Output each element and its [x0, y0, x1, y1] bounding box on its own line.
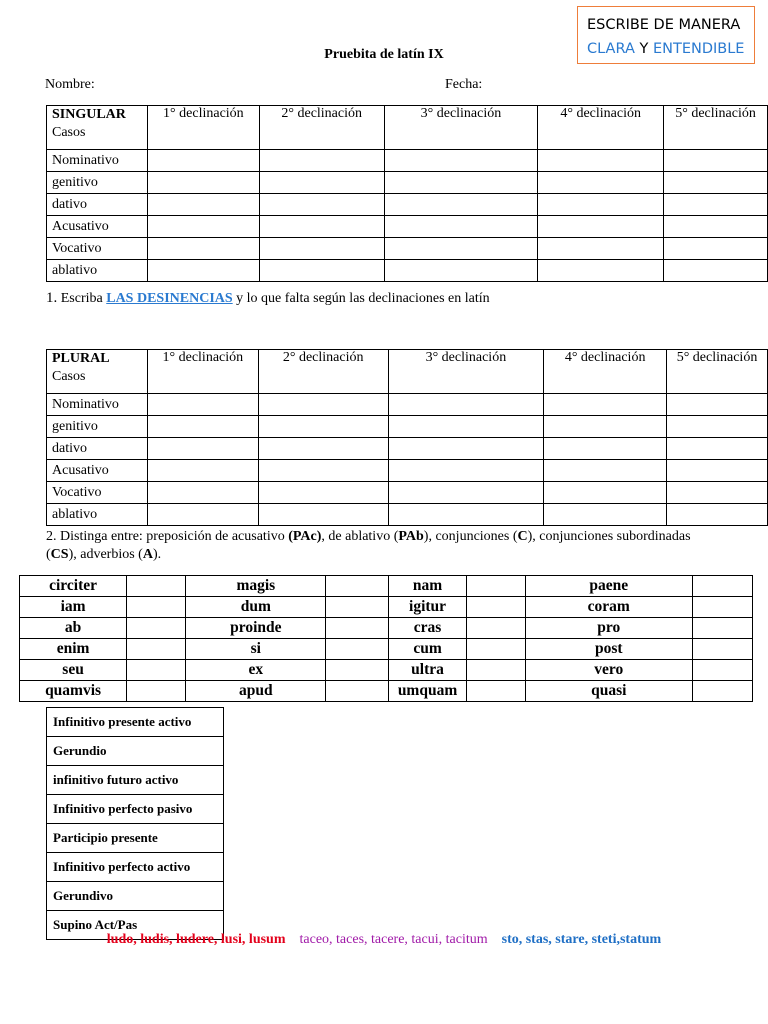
answer-cell[interactable] [692, 660, 752, 681]
verb-principal-parts-line [0, 932, 768, 948]
latin-word: cras [389, 618, 466, 639]
plural-declension-table [46, 349, 768, 526]
answer-cell[interactable] [692, 681, 752, 702]
column-header: 2° declinación [259, 106, 384, 150]
answer-cell[interactable] [258, 482, 388, 504]
header-casos-cell [47, 106, 148, 150]
table-row [47, 416, 768, 438]
table-row [47, 766, 224, 795]
latin-word: ultra [389, 660, 466, 681]
table-header-row [47, 106, 768, 150]
latin-word: vero [525, 660, 692, 681]
answer-cell[interactable] [147, 460, 258, 482]
column-header: 3° declinación [384, 106, 538, 150]
latin-word: magis [186, 576, 326, 597]
answer-cell[interactable] [388, 416, 544, 438]
table-row [20, 681, 753, 702]
answer-cell[interactable] [667, 504, 768, 526]
latin-word: circiter [20, 576, 127, 597]
latin-word: proinde [186, 618, 326, 639]
table-row [47, 824, 224, 853]
verb-sto: sto, stas, stare, steti,statum [501, 932, 662, 947]
answer-cell[interactable] [388, 504, 544, 526]
table-row [47, 216, 768, 238]
casos-label: Casos [52, 369, 86, 384]
verb-form-label: Participio presente [47, 824, 224, 853]
answer-cell[interactable] [127, 660, 186, 681]
verb-form-label: Supino Act/Pas [47, 911, 224, 940]
table-row [47, 882, 224, 911]
answer-cell[interactable] [664, 260, 768, 282]
column-header: 1° declinación [147, 106, 259, 150]
answer-cell[interactable] [147, 172, 259, 194]
table-row [20, 639, 753, 660]
table-row [20, 576, 753, 597]
column-header: 2° declinación [258, 350, 388, 394]
latin-word: ab [20, 618, 127, 639]
table-row [47, 394, 768, 416]
singular-declension-table [46, 105, 768, 282]
latin-word: apud [186, 681, 326, 702]
answer-cell[interactable] [326, 618, 389, 639]
answer-cell[interactable] [692, 597, 752, 618]
answer-cell[interactable] [544, 416, 667, 438]
answer-cell[interactable] [258, 394, 388, 416]
case-label: Vocativo [47, 238, 148, 260]
answer-cell[interactable] [466, 597, 525, 618]
verb-form-label: Gerundio [47, 737, 224, 766]
answer-cell[interactable] [544, 394, 667, 416]
table-row [47, 150, 768, 172]
answer-cell[interactable] [326, 660, 389, 681]
case-label: dativo [47, 194, 148, 216]
answer-cell[interactable] [466, 660, 525, 681]
column-header: 1° declinación [147, 350, 258, 394]
q2-text: ), conjunciones subordinadas ( [46, 529, 691, 562]
singular-heading: SINGULAR [52, 107, 126, 122]
answer-cell[interactable] [127, 681, 186, 702]
answer-cell[interactable] [538, 150, 664, 172]
page-title: Pruebita de latín IX [324, 47, 444, 62]
word-classification-table [19, 575, 753, 702]
answer-cell[interactable] [667, 394, 768, 416]
column-header: 3° declinación [388, 350, 544, 394]
table-row [47, 438, 768, 460]
answer-cell[interactable] [258, 504, 388, 526]
answer-cell[interactable] [147, 260, 259, 282]
answer-cell[interactable] [259, 238, 384, 260]
case-label: genitivo [47, 416, 148, 438]
case-label: dativo [47, 438, 148, 460]
q2-text: , de ablativo ( [321, 529, 399, 544]
table-row [47, 482, 768, 504]
table-row [20, 618, 753, 639]
verb-form-label: Infinitivo perfecto pasivo [47, 795, 224, 824]
answer-cell[interactable] [147, 194, 259, 216]
latin-word: quamvis [20, 681, 127, 702]
answer-cell[interactable] [258, 438, 388, 460]
answer-cell[interactable] [326, 639, 389, 660]
answer-cell[interactable] [667, 482, 768, 504]
answer-cell[interactable] [544, 460, 667, 482]
case-label: Acusativo [47, 216, 148, 238]
answer-cell[interactable] [127, 576, 186, 597]
answer-cell[interactable] [388, 438, 544, 460]
latin-word: coram [525, 597, 692, 618]
latin-word: paene [525, 576, 692, 597]
verb-form-label: Infinitivo perfecto activo [47, 853, 224, 882]
q2-abbr: CS [50, 547, 69, 562]
q2-abbr: PAb [398, 529, 424, 544]
answer-cell[interactable] [692, 639, 752, 660]
q2-abbr: C [517, 529, 528, 544]
answer-cell[interactable] [544, 482, 667, 504]
verb-form-label: infinitivo futuro activo [47, 766, 224, 795]
answer-cell[interactable] [667, 416, 768, 438]
q2-abbr: (PAc) [288, 529, 322, 544]
answer-cell[interactable] [258, 416, 388, 438]
latin-word: iam [20, 597, 127, 618]
table-row [47, 737, 224, 766]
latin-word: dum [186, 597, 326, 618]
answer-cell[interactable] [538, 172, 664, 194]
latin-word: umquam [389, 681, 466, 702]
latin-word: ex [186, 660, 326, 681]
answer-cell[interactable] [147, 216, 259, 238]
answer-cell[interactable] [127, 639, 186, 660]
notice-word-entendible: ENTENDIBLE [652, 41, 745, 57]
verb-forms-table [46, 707, 224, 940]
column-header: 4° declinación [538, 106, 664, 150]
answer-cell[interactable] [384, 194, 538, 216]
answer-cell[interactable] [388, 394, 544, 416]
case-label: ablativo [47, 260, 148, 282]
answer-cell[interactable] [147, 504, 258, 526]
answer-cell[interactable] [147, 150, 259, 172]
answer-cell[interactable] [259, 216, 384, 238]
case-label: Acusativo [47, 460, 148, 482]
verb-taceo: taceo, taces, tacere, tacui, tacitum [299, 932, 488, 947]
latin-word: igitur [389, 597, 466, 618]
q2-text: 2. Distinga entre: preposición de acusativo [46, 529, 289, 544]
answer-cell[interactable] [326, 576, 389, 597]
answer-cell[interactable] [147, 438, 258, 460]
answer-cell[interactable] [692, 576, 752, 597]
answer-cell[interactable] [544, 438, 667, 460]
table-row [47, 795, 224, 824]
latin-word: seu [20, 660, 127, 681]
table-header-row [47, 350, 768, 394]
case-label: Nominativo [47, 150, 148, 172]
casos-label: Casos [52, 125, 86, 140]
column-header: 5° declinación [664, 106, 768, 150]
verb-form-label: Gerundivo [47, 882, 224, 911]
table-row [47, 238, 768, 260]
answer-cell[interactable] [664, 194, 768, 216]
notice-line-1: ESCRIBE DE MANERA [587, 17, 741, 33]
answer-cell[interactable] [147, 416, 258, 438]
q2-text: ), conjunciones ( [423, 529, 518, 544]
latin-word: post [525, 639, 692, 660]
answer-cell[interactable] [692, 618, 752, 639]
table-row [47, 460, 768, 482]
latin-word: si [186, 639, 326, 660]
answer-cell[interactable] [667, 460, 768, 482]
question-1-text-before: Escriba [57, 291, 107, 306]
q2-text: ), adverbios ( [68, 547, 143, 562]
table-row [20, 660, 753, 681]
question-1-text-after: y lo que falta según las declinaciones en latín [232, 291, 490, 306]
latin-word: cum [389, 639, 466, 660]
verb-form-label: Infinitivo presente activo [47, 708, 224, 737]
answer-cell[interactable] [147, 238, 259, 260]
answer-cell[interactable] [384, 172, 538, 194]
table-row [47, 504, 768, 526]
plural-heading: PLURAL [52, 351, 110, 366]
question-2 [46, 528, 706, 564]
table-row [47, 172, 768, 194]
answer-cell[interactable] [259, 150, 384, 172]
latin-word: enim [20, 639, 127, 660]
table-row [47, 708, 224, 737]
question-1-number: 1. [46, 290, 58, 306]
q2-abbr: A [142, 547, 153, 562]
answer-cell[interactable] [259, 194, 384, 216]
latin-word: pro [525, 618, 692, 639]
answer-cell[interactable] [664, 172, 768, 194]
verb-ludo: ludo, ludis, ludere, lusi, lusum [106, 932, 286, 947]
fecha-label: Fecha: [445, 77, 483, 92]
table-row [47, 260, 768, 282]
answer-cell[interactable] [466, 576, 525, 597]
column-header: 5° declinación [667, 350, 768, 394]
answer-cell[interactable] [259, 172, 384, 194]
answer-cell[interactable] [544, 504, 667, 526]
answer-cell[interactable] [664, 216, 768, 238]
nombre-label: Nombre: [45, 77, 95, 92]
case-label: Vocativo [47, 482, 148, 504]
answer-cell[interactable] [326, 681, 389, 702]
case-label: genitivo [47, 172, 148, 194]
table-row [47, 853, 224, 882]
answer-cell[interactable] [326, 597, 389, 618]
answer-cell[interactable] [127, 618, 186, 639]
desinencias-link[interactable]: LAS DESINENCIAS [106, 291, 233, 306]
table-row [20, 597, 753, 618]
answer-cell[interactable] [147, 394, 258, 416]
answer-cell[interactable] [664, 150, 768, 172]
answer-cell[interactable] [667, 438, 768, 460]
answer-cell[interactable] [258, 460, 388, 482]
answer-cell[interactable] [384, 260, 538, 282]
answer-cell[interactable] [384, 216, 538, 238]
latin-word: quasi [525, 681, 692, 702]
answer-cell[interactable] [259, 260, 384, 282]
answer-cell[interactable] [538, 194, 664, 216]
notice-word-clara: CLARA [587, 41, 635, 57]
question-1 [46, 290, 490, 307]
answer-cell[interactable] [388, 460, 544, 482]
answer-cell[interactable] [147, 482, 258, 504]
answer-cell[interactable] [127, 597, 186, 618]
column-header: 4° declinación [544, 350, 667, 394]
case-label: Nominativo [47, 394, 148, 416]
answer-cell[interactable] [388, 482, 544, 504]
q2-text: ). [152, 547, 162, 562]
answer-cell[interactable] [664, 238, 768, 260]
answer-cell[interactable] [538, 260, 664, 282]
answer-cell[interactable] [538, 238, 664, 260]
answer-cell[interactable] [466, 639, 525, 660]
latin-word: nam [389, 576, 466, 597]
notice-connector: Y [634, 41, 653, 57]
case-label: ablativo [47, 504, 148, 526]
answer-cell[interactable] [384, 150, 538, 172]
answer-cell[interactable] [384, 238, 538, 260]
answer-cell[interactable] [466, 618, 525, 639]
header-casos-cell [47, 350, 148, 394]
answer-cell[interactable] [538, 216, 664, 238]
answer-cell[interactable] [466, 681, 525, 702]
table-row [47, 194, 768, 216]
